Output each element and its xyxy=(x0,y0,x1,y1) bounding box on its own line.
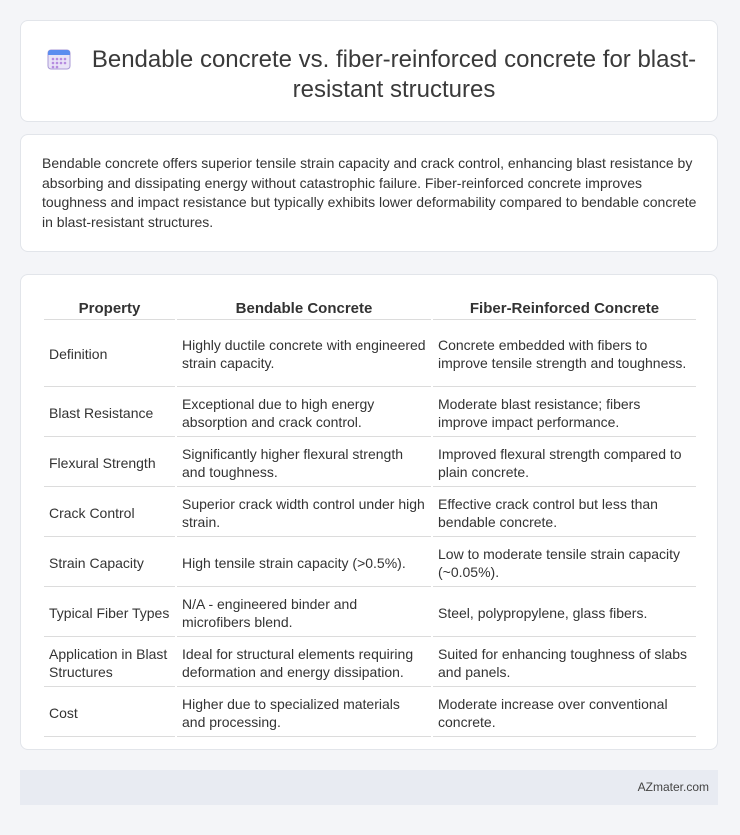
table-row xyxy=(44,589,696,637)
table-row xyxy=(44,439,696,487)
fiber-reinforced-cell: Suited for enhancing toughness of slabs and panels. xyxy=(433,639,696,687)
bendable-cell: Exceptional due to high energy absorption and crack control. xyxy=(177,389,431,437)
table-row xyxy=(44,322,696,387)
bendable-cell: Highly ductile concrete with engineered strain capacity. xyxy=(177,322,431,387)
header-bendable-concrete: Bendable Concrete xyxy=(177,297,431,320)
bendable-cell: Superior crack width control under high strain. xyxy=(177,489,431,537)
page-title: Bendable concrete vs. fiber-reinforced concrete for blast-resistant structures xyxy=(91,46,697,103)
fiber-reinforced-cell: Low to moderate tensile strain capacity (~0.05%). xyxy=(433,539,696,587)
comparison-table xyxy=(42,295,698,739)
fiber-reinforced-cell: Steel, polypropylene, glass fibers. xyxy=(433,589,696,637)
fiber-reinforced-cell: Improved flexural strength compared to plain concrete. xyxy=(433,439,696,487)
table-row xyxy=(44,489,696,537)
title-card xyxy=(20,20,718,122)
property-cell: Strain Capacity xyxy=(44,539,175,587)
table-header-row xyxy=(44,297,696,320)
table-row xyxy=(44,689,696,737)
fiber-reinforced-cell: Effective crack control but less than bendable concrete. xyxy=(433,489,696,537)
property-cell: Flexural Strength xyxy=(44,439,175,487)
fiber-reinforced-cell: Concrete embedded with fibers to improve tensile strength and toughness. xyxy=(433,322,696,387)
calendar-icon xyxy=(47,47,71,71)
footer xyxy=(20,770,718,805)
property-cell: Crack Control xyxy=(44,489,175,537)
bendable-cell: Significantly higher flexural strength and toughness. xyxy=(177,439,431,487)
property-cell: Definition xyxy=(44,322,175,387)
footer-brand: AZmater.com xyxy=(637,780,709,794)
comparison-table-card xyxy=(20,274,718,750)
table-row xyxy=(44,539,696,587)
table-row xyxy=(44,389,696,437)
fiber-reinforced-cell: Moderate blast resistance; fibers improve impact performance. xyxy=(433,389,696,437)
header-property: Property xyxy=(44,297,175,320)
table-row xyxy=(44,639,696,687)
bendable-cell: Higher due to specialized materials and processing. xyxy=(177,689,431,737)
bendable-cell: Ideal for structural elements requiring deformation and energy dissipation. xyxy=(177,639,431,687)
property-cell: Cost xyxy=(44,689,175,737)
fiber-reinforced-cell: Moderate increase over conventional concrete. xyxy=(433,689,696,737)
header-fiber-reinforced-concrete: Fiber-Reinforced Concrete xyxy=(433,297,696,320)
summary-text: Bendable concrete offers superior tensile strain capacity and crack control, enhancing blast resistance by absorbing and dissipating energy without catastrophic failure. Fiber-reinforced concrete improves toughness and impact resistance but typically exhibits lower deformability compared to bendable concrete in blast-resistant structures. xyxy=(42,155,697,230)
property-cell: Application in Blast Structures xyxy=(44,639,175,687)
bendable-cell: High tensile strain capacity (>0.5%). xyxy=(177,539,431,587)
property-cell: Typical Fiber Types xyxy=(44,589,175,637)
bendable-cell: N/A - engineered binder and microfibers blend. xyxy=(177,589,431,637)
property-cell: Blast Resistance xyxy=(44,389,175,437)
summary-card xyxy=(20,134,718,252)
